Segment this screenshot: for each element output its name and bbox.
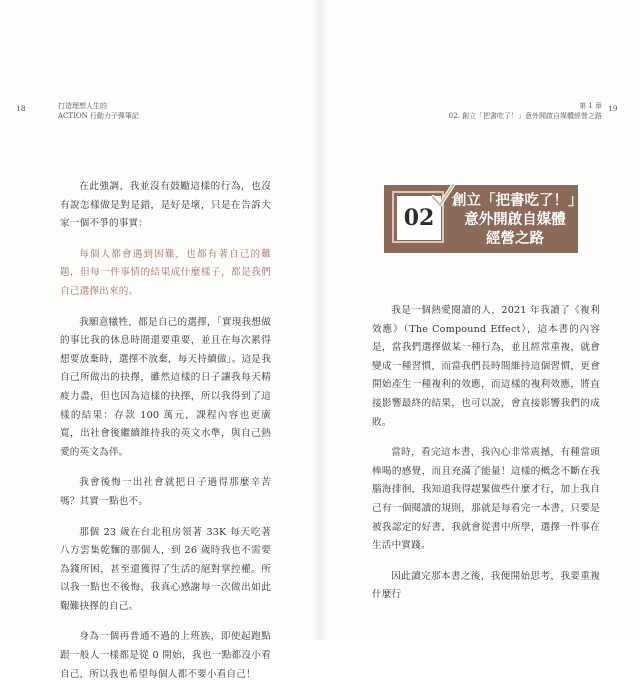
chapter-number: 02 bbox=[397, 196, 441, 240]
right-running-head bbox=[418, 101, 602, 121]
paragraph: 那個 23 歲在台北租房領著 33K 每天吃著八方雲集乾麵的那個人，到 26 歲時我也不需要為錢所困，甚至還獲得了生活的絕對掌控權。所以我一點也不後悔，我真心感謝每一次做出如此艱難抉擇的自己。 bbox=[60, 526, 271, 612]
left-page-number: 18 bbox=[16, 104, 26, 113]
right-body-text bbox=[372, 302, 600, 617]
book-gutter bbox=[312, 0, 328, 640]
paragraph: 因此讀完那本書之後，我便開始思考，我要重複什麼行 bbox=[372, 570, 600, 601]
highlight-paragraph: 每個人都會遇到困難，也都有著自己的難題，但每一件事情的結果成什麼樣子，都是我們自己選擇出來的。 bbox=[60, 248, 271, 297]
right-running-head-line-1: 第 1 章 bbox=[579, 102, 602, 110]
left-running-head bbox=[58, 101, 139, 121]
left-running-head-line-1: 打造理想人生的 bbox=[58, 102, 107, 110]
paragraph: 我願意犧牲，都是自己的選擇，「實現我想做的事比我的休息時間還要重要，並且在每次累得想要放棄時，選擇不放棄，每天持續做」。這是我自己所做出的抉擇，雖然這樣的日子讓我每天精疲力盡，但也因為這樣的抉擇，所以我得到了這樣的結果：存款 100 萬元，課程內容也更廣寬，出社會後繼續維持我的英文水準，與自己熱愛的英文為伴。 bbox=[60, 316, 271, 458]
paragraph: 我會後悔一出社會就把日子過得那麼辛苦嗎？其實一點也不。 bbox=[60, 477, 271, 507]
chapter-title-line-3: 經營之路 bbox=[486, 231, 544, 247]
paragraph: 當時，看完這本書，我內心非常震撼，有種當頭棒喝的感覺，而且充滿了能量！這樣的概念不斷在我腦海排徊，我知道我得趕緊做些什麼才行，加上我自己有一個閱讀的規則，那就是每看完一本書，只要是被我認定的好書，我就會從書中所學，選擇一件事在生活中實踐。 bbox=[372, 447, 600, 552]
chapter-title bbox=[452, 192, 583, 249]
right-running-head-line-2: 02. 創立「把書吃了！」意外開啟自媒體經營之路 bbox=[448, 112, 602, 120]
paragraph: 在此強調，我並沒有鼓勵這樣的行為，也沒有說怎樣做是對是錯，是好是壞，只是在告訴大家一個不爭的事實： bbox=[60, 181, 271, 230]
right-page-number: 19 bbox=[608, 104, 618, 113]
left-body-text bbox=[60, 178, 271, 696]
paragraph: 身為一個再普通不過的上班族，即使起跑點跟一般人一樣都是從 0 開始，我也一點都沒小看自己，所以我也希望每個人都不要小看自己！ bbox=[60, 631, 271, 680]
chapter-title-line-2: 意外開啟自媒體 bbox=[464, 212, 566, 228]
chapter-title-line-1: 創立「把書吃了！」 bbox=[452, 193, 583, 209]
paragraph: 我是一個熱愛閱讀的人，2021 年我讀了《複利效應》（The Compound Effect），這本書的內容是，當我們選擇做某一種行為，並且經常重複，就會變成一種習慣，而當我們長時間維持這個習慣，更會開始產生一種複利的效應，而這樣的複利效應，將直接影響最終的結果，也可以說，會直接影響我們的成敗。 bbox=[372, 305, 600, 428]
left-running-head-line-2: ACTION 行動力子彈筆記 bbox=[58, 112, 139, 120]
